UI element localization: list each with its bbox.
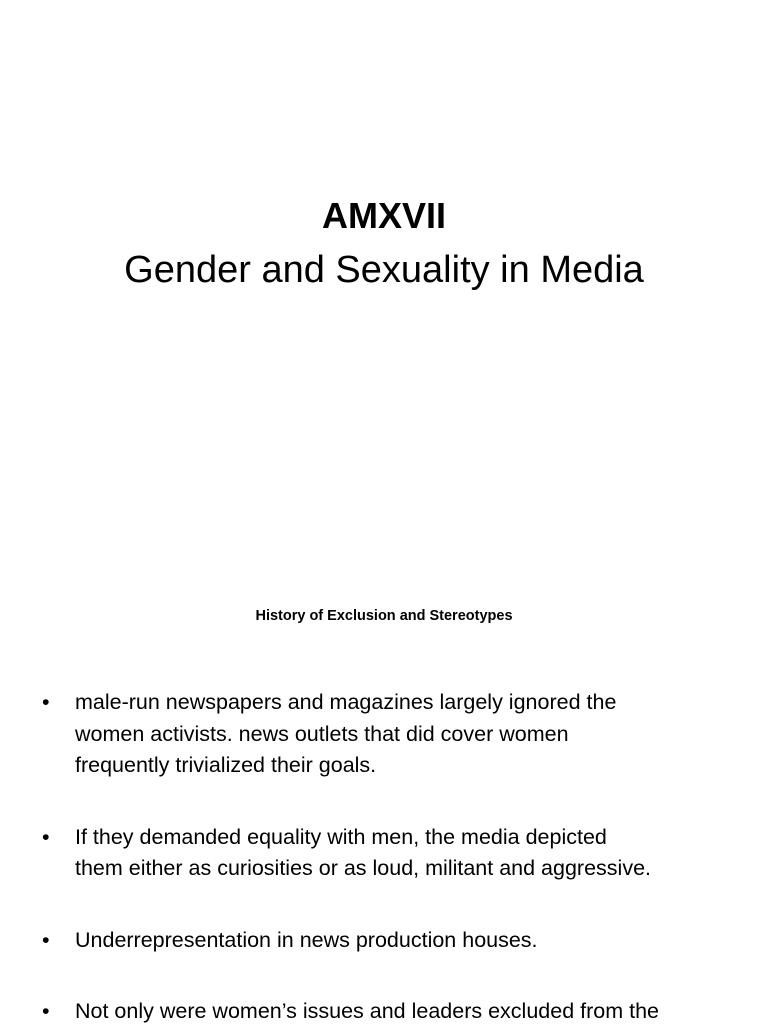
bullet-icon: • xyxy=(42,927,50,952)
list-item xyxy=(42,925,742,957)
section-heading: History of Exclusion and Stereotypes xyxy=(255,608,513,624)
bullet-text: Underrepresentation in news production houses. xyxy=(75,927,538,952)
list-item xyxy=(42,996,742,1024)
list-item xyxy=(42,822,742,885)
course-title: Gender and Sexuality in Media xyxy=(124,249,644,291)
bullet-text: Not only were women’s issues and leaders excluded from the xyxy=(75,999,659,1023)
bullet-icon: • xyxy=(42,690,50,714)
bullet-text: male-run newspapers and magazines largely ignored the women activists. news outlets that did cover women frequently trivialized their goals. xyxy=(75,690,617,777)
bullet-icon: • xyxy=(42,824,50,849)
list-item xyxy=(42,687,742,782)
title-block xyxy=(0,194,768,295)
bullet-icon: • xyxy=(42,999,50,1023)
course-code: AMXVII xyxy=(321,195,446,236)
bullet-text: If they demanded equality with men, the media depicted them either as curiosities or as loud, militant and aggressive. xyxy=(75,824,651,880)
bullet-list xyxy=(42,687,742,1024)
